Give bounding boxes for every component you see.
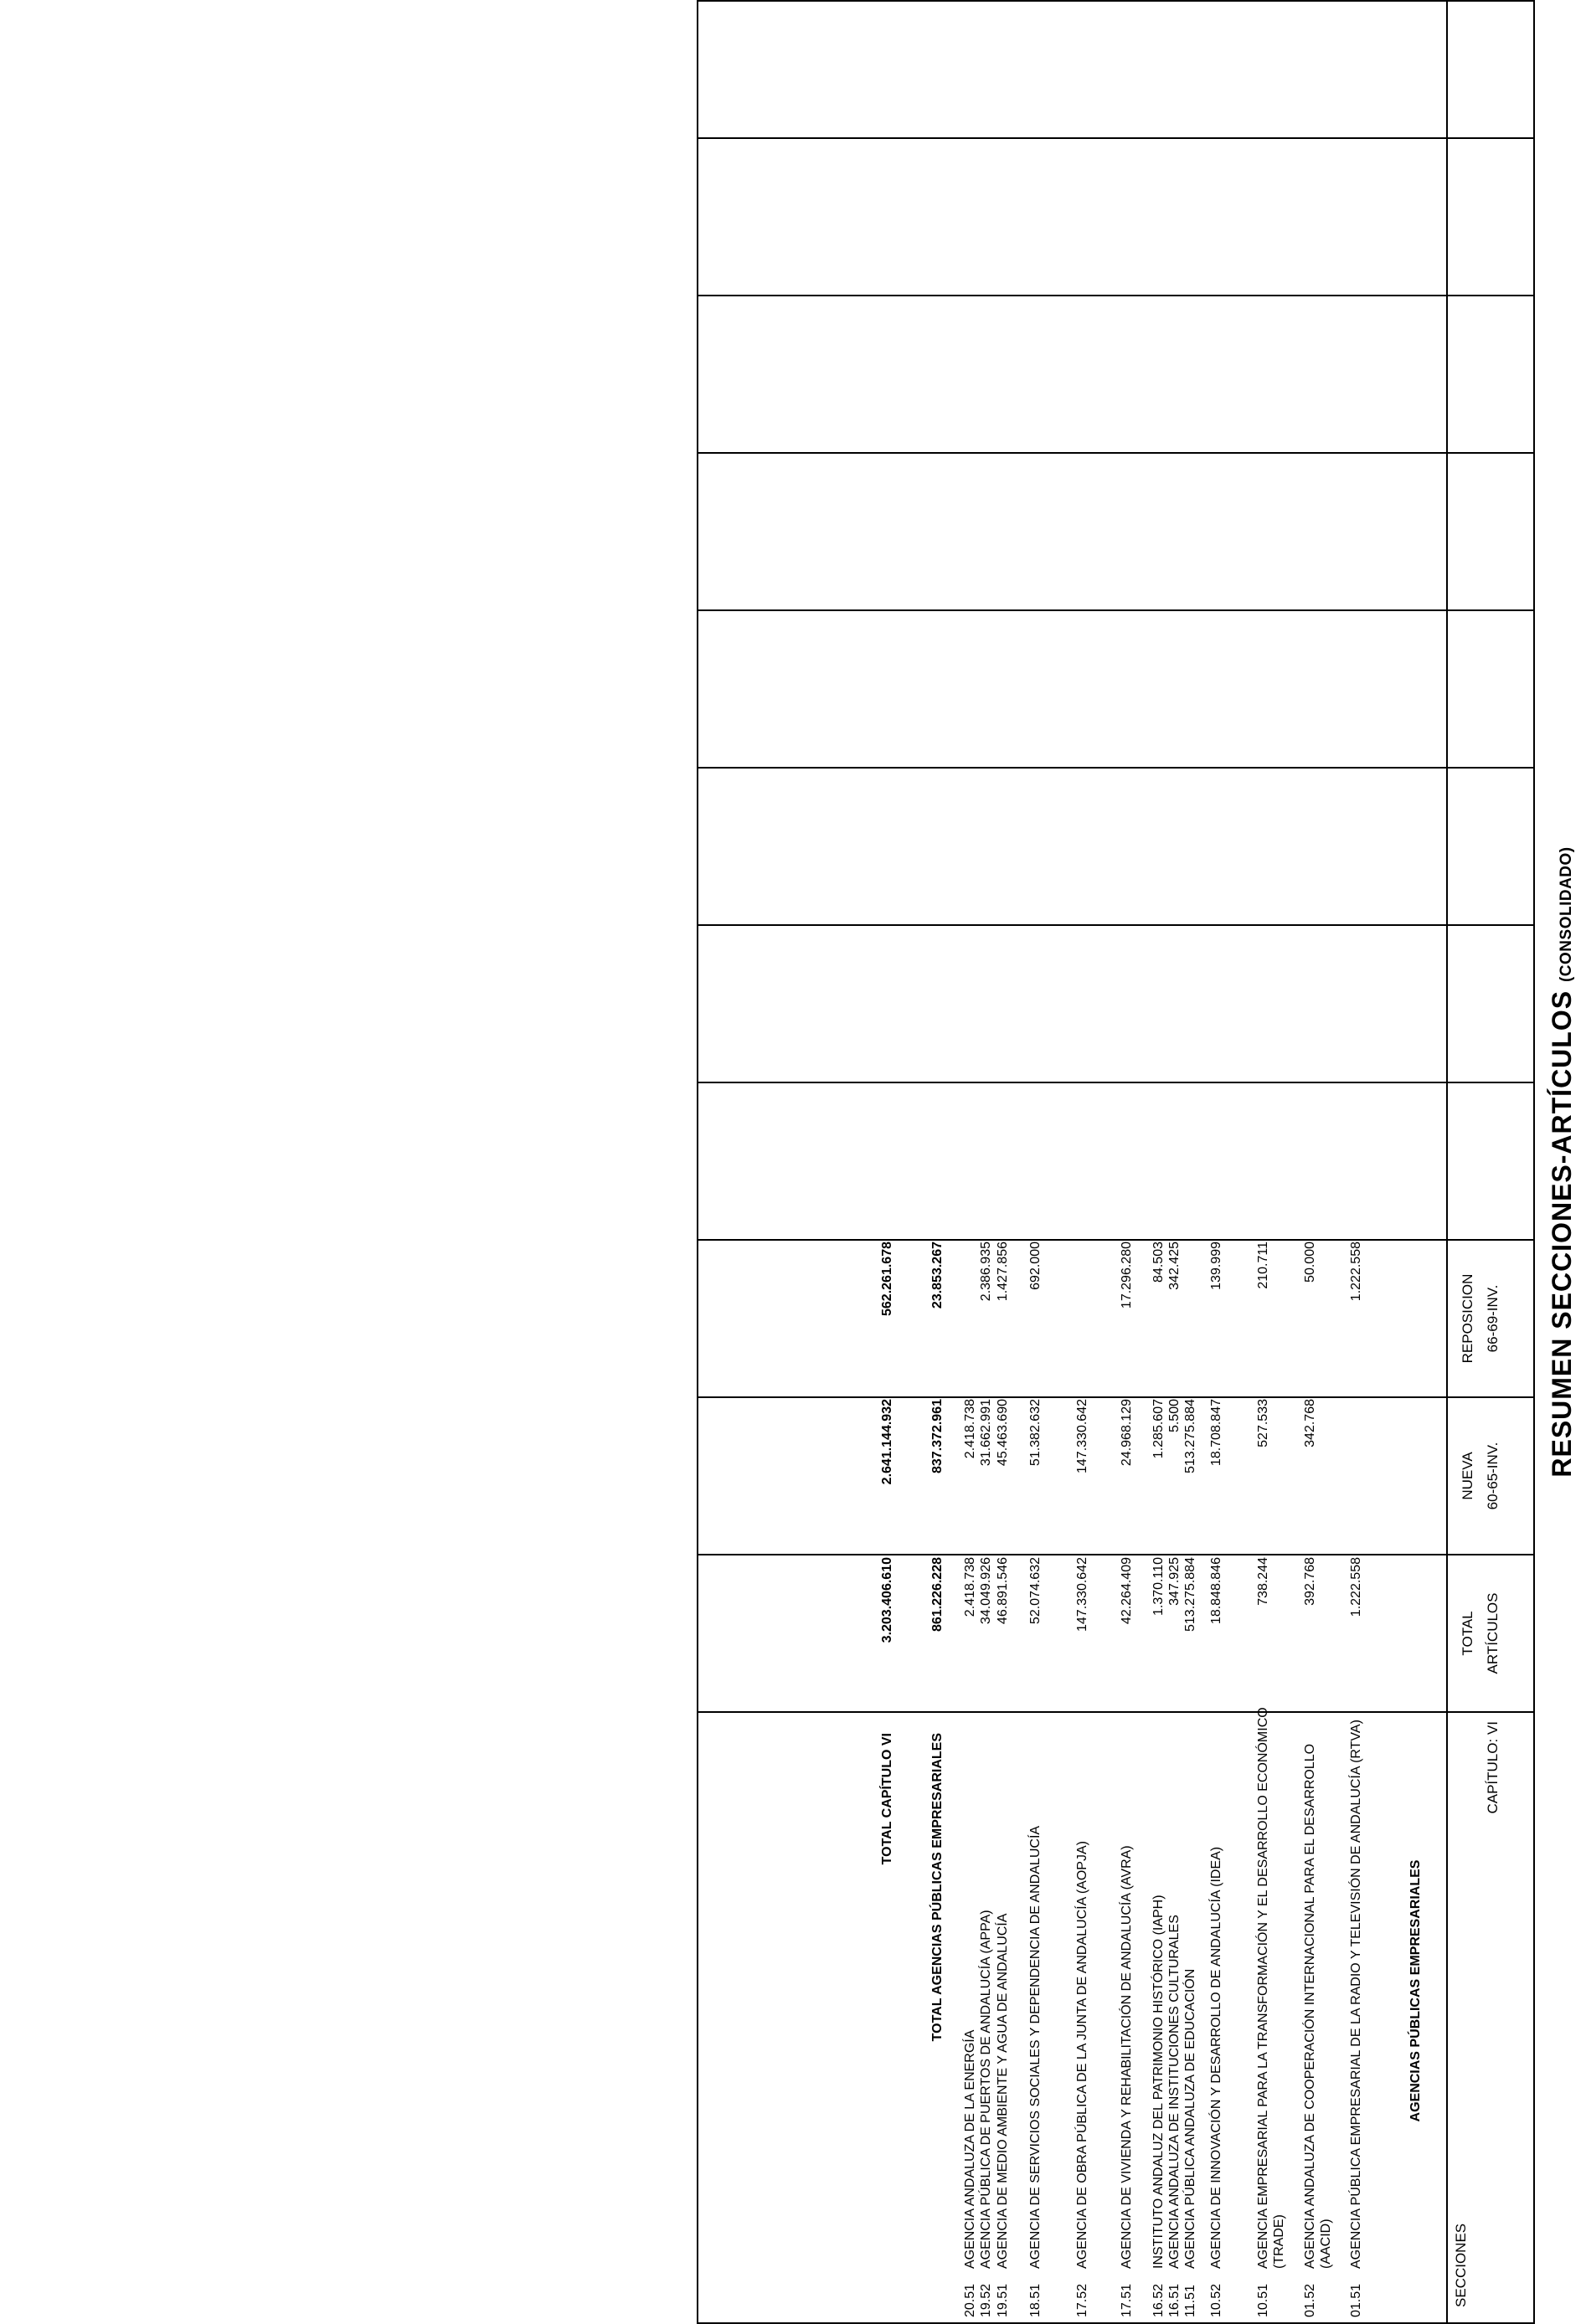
row-total: 513.275.884: [1183, 1557, 1197, 1632]
col-divider: [697, 924, 1535, 926]
row-reposicion: 84.503: [1151, 1242, 1166, 1283]
row-total: 52.074.632: [1028, 1557, 1043, 1625]
table-row: [995, 7, 1012, 2317]
chapter-total-row: [879, 7, 896, 2317]
col-divider: [697, 1082, 1535, 1083]
row-reposicion: 1.222.558: [1349, 1242, 1363, 1302]
row-name: AGENCIA EMPRESARIAL PARA LA TRANSFORMACIÓN Y EL DESARROLLO ECONÓMICO (TRADE): [1256, 1707, 1286, 2269]
col-divider: [697, 137, 1535, 139]
row-code: 17.51: [1120, 2283, 1134, 2317]
row-nueva: 513.275.884: [1183, 1399, 1197, 1473]
row-reposicion: 692.000: [1028, 1242, 1043, 1290]
row-name: AGENCIA DE VIVIENDA Y REHABILITACIÓN DE ANDALUCÍA (AVRA): [1120, 1845, 1134, 2269]
col-total-header-top: ARTÍCULOS: [1485, 1592, 1501, 1674]
row-nueva: 31.662.991: [979, 1399, 993, 1467]
row-code: 01.51: [1349, 2283, 1363, 2317]
row-reposicion: 50.000: [1303, 1242, 1317, 1283]
col-repo-header-bottom: REPOSICION: [1460, 1273, 1475, 1364]
col-divider: [697, 767, 1535, 769]
capitulo-label: CAPÍTULO: VI: [1485, 1721, 1501, 1814]
row-code: 10.51: [1256, 2283, 1270, 2317]
row-name: AGENCIA PÚBLICA DE PUERTOS DE ANDALUCÍA (APPA): [979, 1910, 993, 2269]
table-row: [1151, 7, 1167, 2317]
row-total: 147.330.642: [1075, 1557, 1089, 1632]
row-nueva: 5.500: [1167, 1399, 1182, 1433]
table-row: [1166, 7, 1183, 2317]
row-nueva: 527.533: [1256, 1399, 1270, 1447]
chapter-total-reposicion: 562.261.678: [880, 1242, 894, 1316]
col-divider: [697, 1396, 1535, 1398]
row-name: AGENCIA PÚBLICA EMPRESARIAL DE LA RADIO Y TELEVISIÓN DE ANDALUCÍA (RTVA): [1349, 1720, 1363, 2269]
row-nueva: 18.708.847: [1209, 1399, 1223, 1467]
row-name: AGENCIA DE OBRA PÚBLICA DE LA JUNTA DE ANDALUCÍA (AOPJA): [1075, 1841, 1089, 2269]
row-reposicion: 210.711: [1256, 1242, 1270, 1289]
row-name: AGENCIA DE INNOVACIÓN Y DESARROLLO DE ANDALUCÍA (IDEA): [1209, 1846, 1223, 2269]
table-row: [1255, 7, 1289, 2317]
row-total: 34.049.926: [979, 1557, 993, 1625]
col-repo-header-top: 66-69-INV.: [1485, 1284, 1501, 1353]
table-row: [1074, 7, 1108, 2317]
row-name: AGENCIA PÚBLICA ANDALUZA DE EDUCACIÓN: [1183, 1968, 1197, 2269]
row-code: 16.51: [1167, 2283, 1182, 2317]
table-row: [1119, 7, 1152, 2317]
group-total-row: [929, 7, 946, 2317]
table-row: [978, 7, 995, 2317]
col-total-header-bottom: TOTAL: [1460, 1611, 1475, 1656]
row-nueva: 1.285.607: [1151, 1399, 1166, 1459]
group-total-reposicion: 23.853.267: [930, 1242, 945, 1309]
table-row: [1182, 7, 1199, 2317]
chapter-total-label: TOTAL CAPÍTULO VI: [880, 1733, 894, 1865]
row-nueva: 2.418.738: [963, 1399, 977, 1459]
col-divider: [697, 295, 1535, 296]
row-total: 738.244: [1256, 1557, 1270, 1606]
row-reposicion: 139.999: [1209, 1242, 1223, 1290]
row-nueva: 147.330.642: [1075, 1399, 1089, 1473]
row-code: 16.52: [1151, 2283, 1166, 2317]
table-row: [1348, 7, 1382, 2317]
col-nueva-header-top: 60-65-INV.: [1485, 1442, 1501, 1510]
row-total: 46.891.546: [996, 1557, 1010, 1625]
col-divider: [697, 1554, 1535, 1555]
col-divider: [697, 609, 1535, 611]
row-code: 18.51: [1028, 2283, 1043, 2317]
col-divider: [697, 1239, 1535, 1241]
row-nueva: 45.463.690: [996, 1399, 1010, 1467]
row-name: AGENCIA ANDALUZA DE INSTITUCIONES CULTURALES: [1167, 1915, 1182, 2269]
row-total: 18.848.846: [1209, 1557, 1223, 1625]
row-code: 01.52: [1303, 2283, 1317, 2317]
group-title: AGENCIAS PÚBLICAS EMPRESARIALES: [1408, 1859, 1423, 2122]
row-name: AGENCIA ANDALUZA DE LA ENERGÍA: [963, 2029, 977, 2269]
row-reposicion: 2.386.935: [979, 1242, 993, 1302]
col-divider: [697, 452, 1535, 454]
row-total: 392.768: [1303, 1557, 1317, 1606]
row-reposicion: 342.425: [1167, 1242, 1182, 1290]
chapter-total-total: 3.203.406.610: [880, 1557, 894, 1643]
row-code: 20.51: [963, 2283, 977, 2317]
row-nueva: 51.382.632: [1028, 1399, 1043, 1467]
row-total: 347.925: [1167, 1557, 1182, 1606]
row-total: 1.222.558: [1349, 1557, 1363, 1617]
row-total: 2.418.738: [963, 1557, 977, 1617]
row-name: INSTITUTO ANDALUZ DEL PATRIMONIO HISTÓRICO (IAPH): [1151, 1895, 1166, 2269]
secciones-label: SECCIONES: [1453, 2223, 1469, 2307]
row-code: 19.52: [979, 2283, 993, 2317]
row-total: 1.370.110: [1151, 1557, 1166, 1616]
title-text: RESUMEN SECCIONES-ARTÍCULOS: [1547, 990, 1577, 1478]
header-divider: [1446, 0, 1448, 2324]
row-name: AGENCIA DE MEDIO AMBIENTE Y AGUA DE ANDALUCÍA: [996, 1913, 1010, 2269]
chapter-total-nueva: 2.641.144.932: [880, 1399, 894, 1485]
row-reposicion: 1.427.856: [996, 1242, 1010, 1302]
row-name: AGENCIA ANDALUZA DE COOPERACIÓN INTERNACIONAL PARA EL DESARROLLO (AACID): [1303, 1743, 1333, 2269]
row-code: 17.52: [1075, 2283, 1089, 2317]
table-row: [962, 7, 979, 2317]
group-total-nueva: 837.372.961: [930, 1399, 945, 1473]
row-nueva: 342.768: [1303, 1399, 1317, 1447]
row-name: AGENCIA DE SERVICIOS SOCIALES Y DEPENDENCIA DE ANDALUCÍA: [1028, 1825, 1043, 2269]
row-code: 10.52: [1209, 2283, 1223, 2317]
col-nueva-header-bottom: NUEVA: [1460, 1452, 1475, 1500]
row-nueva: 24.968.129: [1120, 1399, 1134, 1467]
subtitle-text: (CONSOLIDADO): [1558, 846, 1575, 983]
table-row: [1208, 7, 1242, 2317]
table-row: [1027, 7, 1061, 2317]
row-total: 42.264.409: [1120, 1557, 1134, 1625]
group-total-label: TOTAL AGENCIAS PÚBLICAS EMPRESARIALES: [930, 1733, 945, 2042]
row-reposicion: 17.296.280: [1120, 1242, 1134, 1309]
table-row: [1302, 7, 1336, 2317]
row-code: 11.51: [1183, 2285, 1197, 2317]
group-total-total: 861.226.228: [930, 1557, 945, 1632]
row-code: 19.51: [996, 2283, 1010, 2317]
